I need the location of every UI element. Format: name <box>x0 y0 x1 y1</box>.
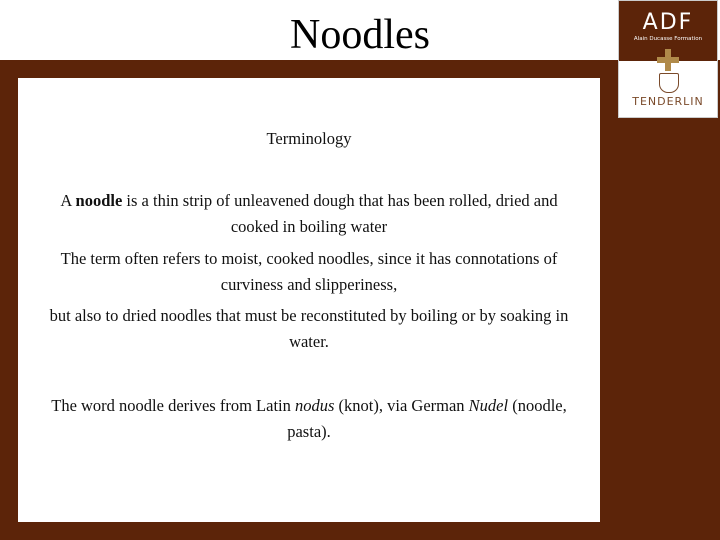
text: (noodle, pasta). <box>287 396 567 441</box>
paragraph-etymology <box>18 393 600 445</box>
crest-icon <box>659 73 679 93</box>
section-heading: Terminology <box>266 129 352 148</box>
paragraph-dried: but also to dried noodles that must be reconstituted by boiling or by soaking in water. <box>49 306 569 351</box>
bold-term: noodle <box>75 191 123 210</box>
slide-title: Noodles <box>290 12 430 58</box>
text: (knot), via German <box>334 396 469 415</box>
italic-term: nodus <box>295 396 335 415</box>
plus-icon <box>657 49 679 71</box>
logo-tagline: Alain Ducasse Formation <box>633 36 703 42</box>
italic-term: Nudel <box>468 396 509 415</box>
logo-brand: ADF <box>642 10 694 35</box>
paragraph-definition <box>18 188 600 240</box>
text: The word noodle derives from Latin <box>51 396 295 415</box>
paragraph-usage: The term often refers to moist, cooked noodles, since it has connotations of curviness and slipperiness, <box>60 249 558 294</box>
logo-partner: TENDERLIN <box>632 95 704 108</box>
content-box <box>18 78 600 522</box>
logo <box>618 0 718 118</box>
text: is a thin strip of unleavened dough that has been rolled, dried and cooked in boiling water <box>122 191 558 236</box>
text: A <box>60 191 76 210</box>
